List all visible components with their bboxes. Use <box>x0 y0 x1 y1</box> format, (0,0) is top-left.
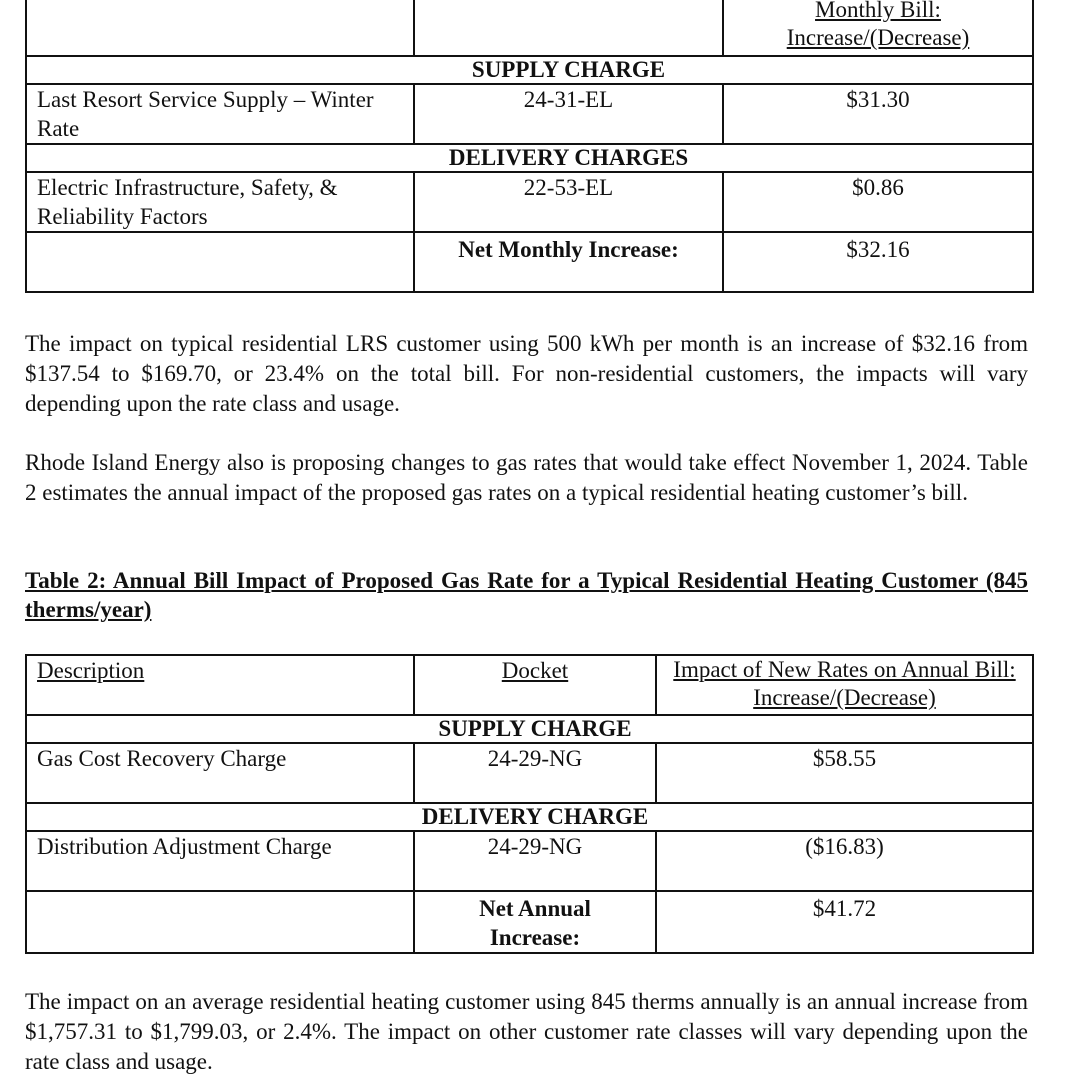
net-label: Net Annual Increase: <box>414 891 656 953</box>
paragraph-gas-intro: Rhode Island Energy also is proposing changes to gas rates that would take effect November 1, 2024. Table 2 estimates the annual impact of the proposed gas rates on a typical residential heating customer’s bill. <box>25 450 1028 505</box>
row-impact: $0.86 <box>723 172 1033 232</box>
row-docket: 22-53-EL <box>414 172 723 232</box>
section-label-supply: SUPPLY CHARGE <box>414 56 723 84</box>
table-row <box>26 84 1033 144</box>
table2-caption: Table 2: Annual Bill Impact of Proposed Gas Rate for a Typical Residential Heating Customer (845 therms/year) <box>25 568 1028 622</box>
section-row <box>26 144 1033 172</box>
section-label-supply: SUPPLY CHARGE <box>414 715 656 743</box>
paragraph-electric-impact: The impact on typical residential LRS customer using 500 kWh per month is an increase of $32.16 from $137.54 to $169.70, or 23.4% on the total bill. For non-residential customers, the impacts will vary depending upon the rate class and usage. <box>25 331 1028 416</box>
row-impact: ($16.83) <box>656 831 1033 891</box>
net-row <box>26 891 1033 953</box>
row-description: Gas Cost Recovery Charge <box>26 743 414 803</box>
impact-column-header: Monthly Bill: <box>815 0 941 22</box>
table-row <box>26 743 1033 803</box>
section-label-delivery: DELIVERY CHARGE <box>414 803 656 831</box>
table-header-row <box>26 655 1033 715</box>
section-row <box>26 56 1033 84</box>
electric-rates-table <box>25 0 1034 293</box>
table-row <box>26 172 1033 232</box>
row-impact: $58.55 <box>656 743 1033 803</box>
impact-column-header: Impact of New Rates on Annual Bill: Increase/(Decrease) <box>673 657 1016 710</box>
row-docket: 24-31-EL <box>414 84 723 144</box>
impact-column-header-line2: Increase/(Decrease) <box>786 25 970 50</box>
paragraph-gas-impact: The impact on an average residential heating customer using 845 therms annually is an annual increase from $1,757.31 to $1,799.03, or 2.4%. The impact on other customer rate classes will vary depending upon the rate class and usage. <box>25 989 1028 1074</box>
section-label-delivery: DELIVERY CHARGES <box>414 144 723 172</box>
row-docket: 24-29-NG <box>414 831 656 891</box>
row-description: Distribution Adjustment Charge <box>26 831 414 891</box>
net-value: $41.72 <box>656 891 1033 953</box>
row-impact: $31.30 <box>723 84 1033 144</box>
description-column-header: Description <box>37 658 145 683</box>
docket-column-header: Docket <box>501 658 569 683</box>
row-description: Last Resort Service Supply – Winter Rate <box>26 84 414 144</box>
gas-rates-table <box>25 654 1034 954</box>
section-row <box>26 803 1033 831</box>
net-value: $32.16 <box>723 232 1033 292</box>
row-description: Electric Infrastructure, Safety, & Reliability Factors <box>26 172 414 232</box>
section-row <box>26 715 1033 743</box>
net-row <box>26 232 1033 292</box>
table-header-row <box>26 0 1033 56</box>
row-docket: 24-29-NG <box>414 743 656 803</box>
table-row <box>26 831 1033 891</box>
net-label: Net Monthly Increase: <box>414 232 723 292</box>
